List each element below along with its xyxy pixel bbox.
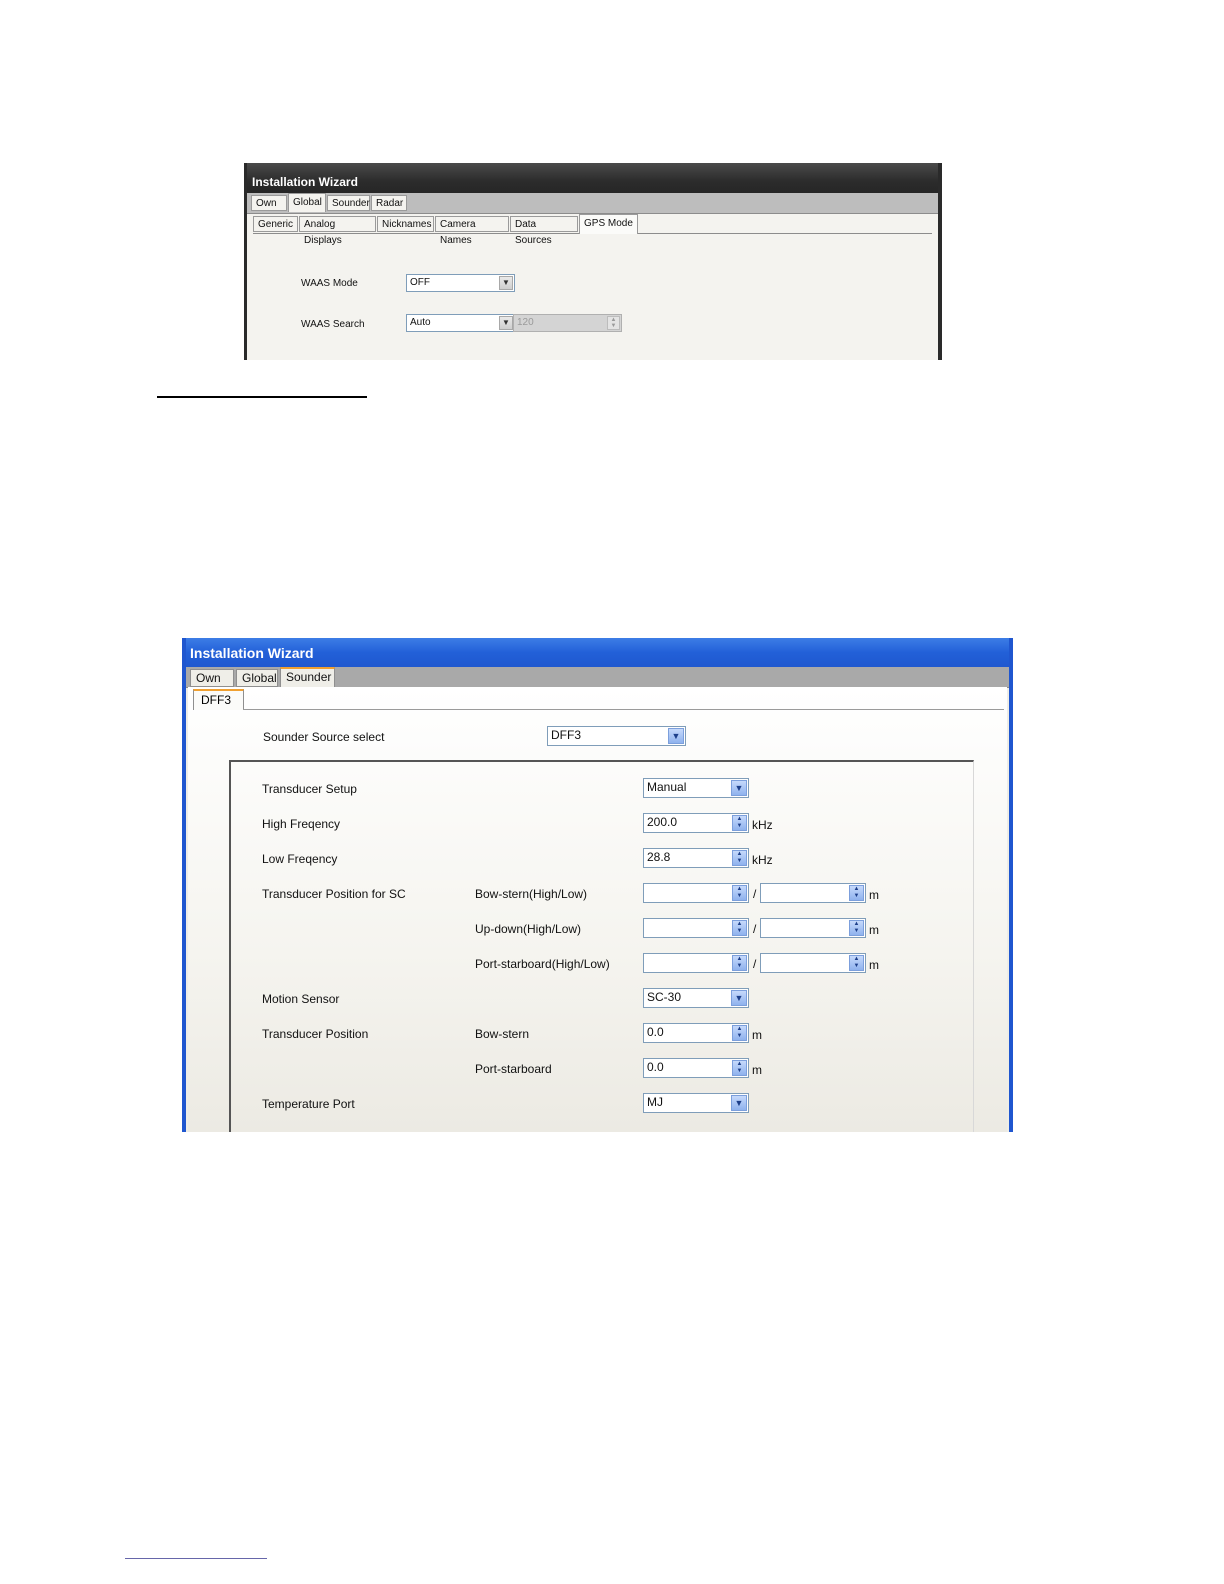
spin-arrows-icon[interactable]: ▲ ▼ [732,955,747,971]
tab-camera-names[interactable]: Camera Names [435,216,509,232]
tab-dff3[interactable]: DFF3 [193,689,244,710]
waas-search-label: WAAS Search [301,319,365,330]
tab-gps-mode[interactable]: GPS Mode [579,214,638,234]
transducer-setup-label: Transducer Setup [262,782,357,796]
high-freq-value: 200.0 [647,815,678,829]
bow-stern-value: 0.0 [647,1025,664,1039]
high-freq-spinner[interactable] [643,813,749,833]
waas-search-number: 120 [517,317,534,328]
low-freq-label: Low Freqency [262,852,338,866]
up-down-hl-label: Up-down(High/Low) [475,922,582,936]
transducer-setup-select[interactable] [643,778,749,798]
transducer-position-label: Transducer Position [262,1027,369,1041]
waas-search-select[interactable] [406,314,515,332]
transducer-groupbox [229,760,974,1132]
bow-stern-low-spinner[interactable] [760,883,866,903]
tab-global[interactable]: Global [236,669,278,687]
installation-wizard-window-gps [244,163,942,360]
sounder-source-value: DFF3 [551,728,581,742]
waas-mode-label: WAAS Mode [301,278,358,289]
tab-data-sources[interactable]: Data Sources [510,216,578,232]
temperature-port-value: MJ [647,1095,663,1109]
spin-arrows-icon[interactable]: ▲ ▼ [849,955,864,971]
chevron-down-icon[interactable]: ▼ [499,276,513,290]
waas-search-number-spinner [513,314,622,332]
port-starboard-low-spinner[interactable] [760,953,866,973]
port-starboard-spinner[interactable] [643,1058,749,1078]
waas-mode-value: OFF [410,277,430,288]
spin-arrows-icon: ▲ ▼ [607,316,620,330]
spin-arrows-icon[interactable]: ▲ ▼ [732,815,747,831]
tab-generic[interactable]: Generic [253,216,298,232]
port-starboard-high-spinner[interactable] [643,953,749,973]
sounder-source-select[interactable] [547,726,686,746]
tab-radar[interactable]: Radar [371,195,407,211]
tab-sounder[interactable]: Sounder [280,667,335,688]
spin-arrows-icon[interactable]: ▲ ▼ [849,920,864,936]
port-starboard-value: 0.0 [647,1060,664,1074]
spin-arrows-icon[interactable]: ▲ ▼ [849,885,864,901]
bow-stern-hl-unit: m [869,888,879,902]
temperature-port-select[interactable] [643,1093,749,1113]
low-freq-unit: kHz [752,853,773,867]
tab-sounder[interactable]: Sounder [327,195,370,211]
waas-mode-select[interactable] [406,274,515,292]
waas-search-value: Auto [410,317,431,328]
up-down-low-spinner[interactable] [760,918,866,938]
main-tab-strip [247,193,938,214]
installation-wizard-window-sounder [182,638,1013,1132]
motion-sensor-select[interactable] [643,988,749,1008]
tab-own[interactable]: Own [190,669,234,687]
port-starboard-hl-unit: m [869,958,879,972]
port-starboard-unit: m [752,1063,762,1077]
spin-arrows-icon[interactable]: ▲ ▼ [732,1025,747,1041]
slash-separator: / [753,922,757,936]
spin-arrows-icon[interactable]: ▲ ▼ [732,1060,747,1076]
motion-sensor-label: Motion Sensor [262,992,340,1006]
bow-stern-spinner[interactable] [643,1023,749,1043]
low-freq-spinner[interactable] [643,848,749,868]
temperature-port-label: Temperature Port [262,1097,355,1111]
chevron-down-icon[interactable]: ▼ [731,780,747,796]
chevron-down-icon[interactable]: ▼ [731,990,747,1006]
spin-arrows-icon[interactable]: ▲ ▼ [732,885,747,901]
motion-sensor-value: SC-30 [647,990,682,1004]
port-starboard-hl-label: Port-starboard(High/Low) [475,957,610,971]
bow-stern-hl-label: Bow-stern(High/Low) [475,887,588,901]
up-down-hl-unit: m [869,923,879,937]
slash-separator: / [753,887,757,901]
window-title: Installation Wizard [186,638,1009,667]
slash-separator: / [753,957,757,971]
main-tab-strip [186,667,1009,688]
spin-arrows-icon[interactable]: ▲ ▼ [732,920,747,936]
low-freq-value: 28.8 [647,850,671,864]
tab-underline [243,709,1004,710]
chevron-down-icon[interactable]: ▼ [499,316,513,330]
sub-tab-strip [253,213,932,246]
bow-stern-unit: m [752,1028,762,1042]
footnote-divider [125,1558,267,1559]
port-starboard-label: Port-starboard [475,1062,552,1076]
bow-stern-high-spinner[interactable] [643,883,749,903]
chevron-down-icon[interactable]: ▼ [731,1095,747,1111]
sounder-source-label: Sounder Source select [263,730,385,744]
transducer-setup-value: Manual [647,780,687,794]
high-freq-unit: kHz [752,818,773,832]
spin-arrows-icon[interactable]: ▲ ▼ [732,850,747,866]
sounder-panel [188,687,1007,1132]
tab-nicknames[interactable]: Nicknames [377,216,434,232]
chevron-down-icon[interactable]: ▼ [668,728,684,744]
tab-own[interactable]: Own [251,195,287,211]
window-title: Installation Wizard [247,163,938,193]
section-divider [157,396,367,398]
high-freq-label: High Freqency [262,817,341,831]
transducer-position-sc-label: Transducer Position for SC [262,887,406,901]
tab-global[interactable]: Global [288,193,326,212]
up-down-high-spinner[interactable] [643,918,749,938]
bow-stern-label: Bow-stern [475,1027,530,1041]
tab-analog-displays[interactable]: Analog Displays [299,216,376,232]
